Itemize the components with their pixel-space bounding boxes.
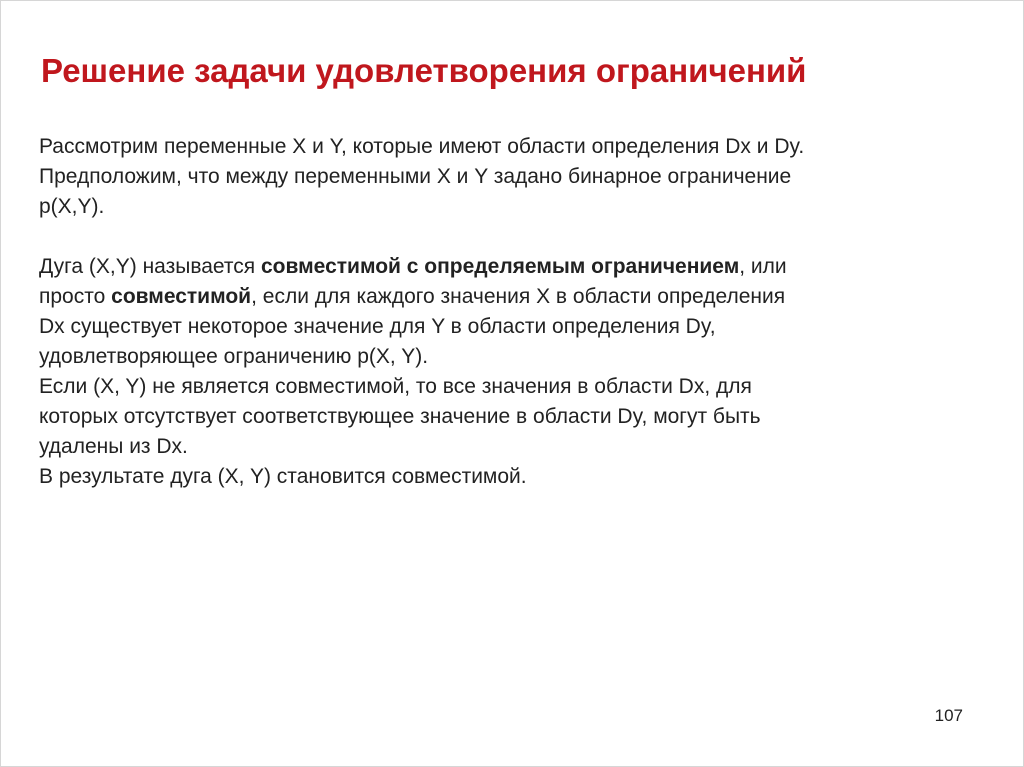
paragraph-2-line-5: Если (X, Y) не является совместимой, то все значения в области Dx, для (39, 375, 752, 398)
slide-title: Решение задачи удовлетворения ограничений (41, 52, 807, 89)
paragraph-2-line-3: Dx существует некоторое значение для Y в области определения Dy, (39, 315, 716, 338)
definition-simply: просто (39, 285, 112, 308)
paragraph-1-line-1: Рассмотрим переменные X и Y, которые имеют области определения Dx и Dy. (39, 135, 805, 158)
term-compatible: совместимой (111, 285, 252, 308)
page-number: 107 (934, 706, 963, 725)
paragraph-2-line-7: удалены из Dx. (39, 435, 188, 458)
definition-condition: , если для каждого значения X в области определения (251, 285, 786, 308)
paragraph-2-line-2 (39, 282, 989, 312)
definition-intro-tail: , или (739, 255, 787, 278)
paragraph-1-line-2: Предположим, что между переменными X и Y задано бинарное ограничение (39, 165, 792, 188)
paragraph-2-line-8: В результате дуга (X, Y) становится совместимой. (39, 465, 527, 488)
definition-intro: Дуга (X,Y) называется (39, 255, 261, 278)
paragraph-gap (39, 222, 989, 252)
paragraph-2-line-1 (39, 252, 989, 282)
term-compatible-with-constraint: совместимой с определяемым ограничением (261, 255, 740, 278)
paragraph-2-line-4: удовлетворяющее ограничению p(X, Y). (39, 345, 429, 368)
paragraph-2-line-6: которых отсутствует соответствующее значение в области Dy, могут быть (39, 405, 761, 428)
slide-body (39, 132, 989, 492)
paragraph-1-line-3: p(X,Y). (39, 195, 105, 218)
